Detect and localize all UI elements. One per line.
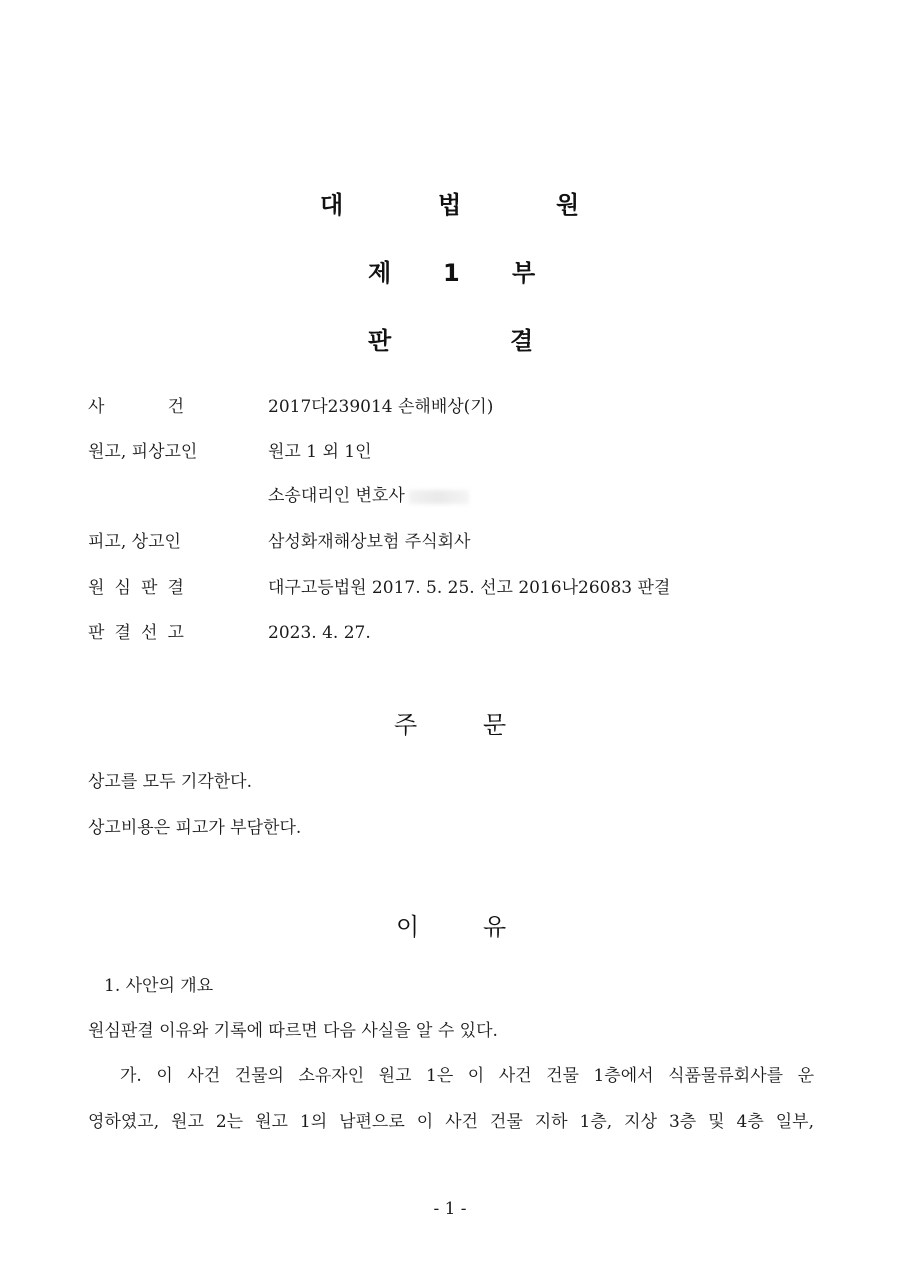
judgment-date-label-char-2: 결 <box>114 623 131 643</box>
appellant-label: 피고, 상고인 <box>88 532 181 552</box>
judgment-date-label-char-1: 판 <box>88 623 105 643</box>
lower-judgment-label-char-4: 결 <box>167 578 184 598</box>
para-a-line-2: 영하였고, 원고 2는 원고 1의 남편으로 이 사건 건물 지하 1층, 지상 3층 및 4층 일부, <box>88 1112 814 1132</box>
court-name-char-3: 원 <box>556 191 580 219</box>
case-label <box>88 395 184 419</box>
lower-judgment-label-char-3: 판 <box>141 578 158 598</box>
lower-judgment-value: 대구고등법원 2017. 5. 25. 선고 2016나26083 판결 <box>268 578 671 598</box>
reasons-heading-char-1: 이 <box>396 913 420 941</box>
judgment-date-label-char-3: 선 <box>141 623 158 643</box>
case-label-char-1: 사 <box>88 397 105 417</box>
order-line-1: 상고를 모두 기각한다. <box>88 772 253 792</box>
order-heading-char-1: 주 <box>394 711 418 739</box>
appellee-label: 원고, 피상고인 <box>88 442 198 462</box>
lower-judgment-label-char-1: 원 <box>88 578 105 598</box>
judgment-date-value: 2023. 4. 27. <box>268 623 371 643</box>
lower-judgment-label <box>88 576 184 600</box>
counsel-value <box>268 484 469 508</box>
appellant-value: 삼성화재해상보험 주식회사 <box>268 532 471 552</box>
court-name-char-2: 법 <box>438 191 462 219</box>
page-number: - 1 - <box>433 1199 467 1219</box>
division-char-1: 제 <box>368 259 392 287</box>
division-char-2: 1 <box>443 259 460 287</box>
appellee-value: 원고 1 외 1인 <box>268 442 372 462</box>
case-label-char-2: 건 <box>167 397 184 417</box>
order-heading-char-2: 문 <box>483 711 507 739</box>
intro-paragraph: 원심판결 이유와 기록에 따르면 다음 사실을 알 수 있다. <box>88 1021 498 1041</box>
judgment-date-label <box>88 621 184 645</box>
court-name-char-1: 대 <box>320 191 344 219</box>
section-1-title: 1. 사안의 개요 <box>104 976 214 996</box>
para-a-line-1: 가. 이 사건 건물의 소유자인 원고 1은 이 사건 건물 1층에서 식품물류회사를 운 <box>120 1066 814 1086</box>
judgment-date-label-char-4: 고 <box>167 623 184 643</box>
order-line-2: 상고비용은 피고가 부담한다. <box>88 818 302 838</box>
doc-type-char-1: 판 <box>368 327 392 355</box>
doc-type-char-2: 결 <box>510 327 534 355</box>
division-char-3: 부 <box>512 259 536 287</box>
redacted-name <box>409 490 469 504</box>
lower-judgment-label-char-2: 심 <box>114 578 131 598</box>
reasons-heading-char-2: 유 <box>483 913 507 941</box>
counsel-text: 소송대리인 변호사 <box>268 486 405 506</box>
case-value: 2017다239014 손해배상(기) <box>268 397 494 417</box>
